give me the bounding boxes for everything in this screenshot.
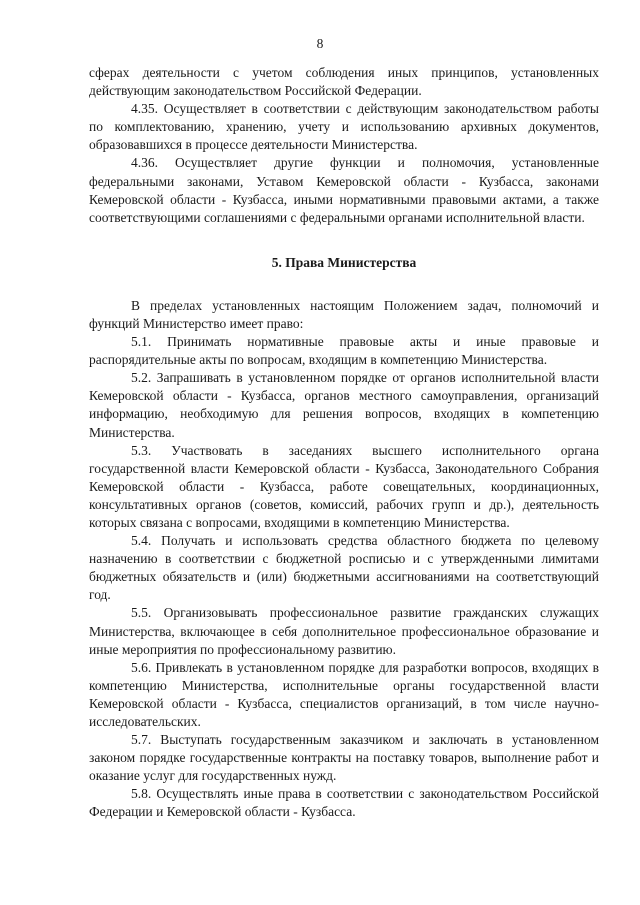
- paragraph-5-7: 5.7. Выступать государственным заказчиком и заключать в установленном законом порядке государственные контракты на поставку товаров, выполнение работ и оказание услуг для государственных нужд.: [89, 732, 599, 784]
- paragraph-4-35: 4.35. Осуществляет в соответствии с действующим законодательством работы по комплектованию, хранению, учету и использованию архивных документов, образовавшихся в процессе деятельности Министерства.: [89, 101, 599, 153]
- paragraph-continuation: сферах деятельности с учетом соблюдения иных принципов, установленных действующим законодательством Российской Федерации.: [89, 65, 599, 99]
- section-heading: 5. Права Министерства: [271, 254, 417, 270]
- page-number: 8: [316, 36, 324, 51]
- paragraph-4-36: 4.36. Осуществляет другие функции и полномочия, установленные федеральными законами, Уставом Кемеровской области - Кузбасса, законами Кемеровской области - Кузбасса, иными нормативными правовыми актами, а также соответствующими соглашениями с федеральными органами исполнительной власти.: [89, 155, 599, 225]
- paragraph-5-1: 5.1. Принимать нормативные правовые акты и иные правовые и распорядительные акты по вопросам, входящим в компетенцию Министерства.: [89, 334, 599, 368]
- document-body: [89, 64, 599, 822]
- paragraph-5-2: 5.2. Запрашивать в установленном порядке от органов исполнительной власти Кемеровской области - Кузбасса, органов местного самоуправления, организаций информацию, необходимую для решения вопросов, входящих в компетенцию Министерства.: [89, 370, 599, 440]
- paragraph-5-8: 5.8. Осуществлять иные права в соответствии с законодательством Российской Федерации и Кемеровской области - Кузбасса.: [89, 786, 599, 820]
- paragraph-5-6: 5.6. Привлекать в установленном порядке для разработки вопросов, входящих в компетенцию Министерства, исполнительные органы государственной власти Кемеровской области - Кузбасса, специалистов организаций, в том числе научно-исследовательских.: [89, 659, 599, 729]
- paragraph-5-3: 5.3. Участвовать в заседаниях высшего исполнительного органа государственной власти Кемеровской области - Кузбасса, Законодательного Собрания Кемеровской области - Кузбасса, работе совещательных, координационных, консультативных органов (советов, комиссий, рабочих групп и др.), деятельность которых связана с вопросами, входящими в компетенцию Министерства.: [89, 442, 599, 530]
- paragraph-intro: В пределах установленных настоящим Положением задач, полномочий и функций Министерство имеет право:: [89, 297, 599, 331]
- paragraph-5-4: 5.4. Получать и использовать средства областного бюджета по целевому назначению в соответствии с бюджетной росписью и с утвержденными лимитами бюджетных обязательств и (или) бюджетными ассигнованиями на соответствующий год.: [89, 533, 599, 603]
- paragraph-5-5: 5.5. Организовывать профессиональное развитие гражданских служащих Министерства, включающее в себя дополнительное профессиональное образование и иные мероприятия по профессиональному развитию.: [89, 605, 599, 657]
